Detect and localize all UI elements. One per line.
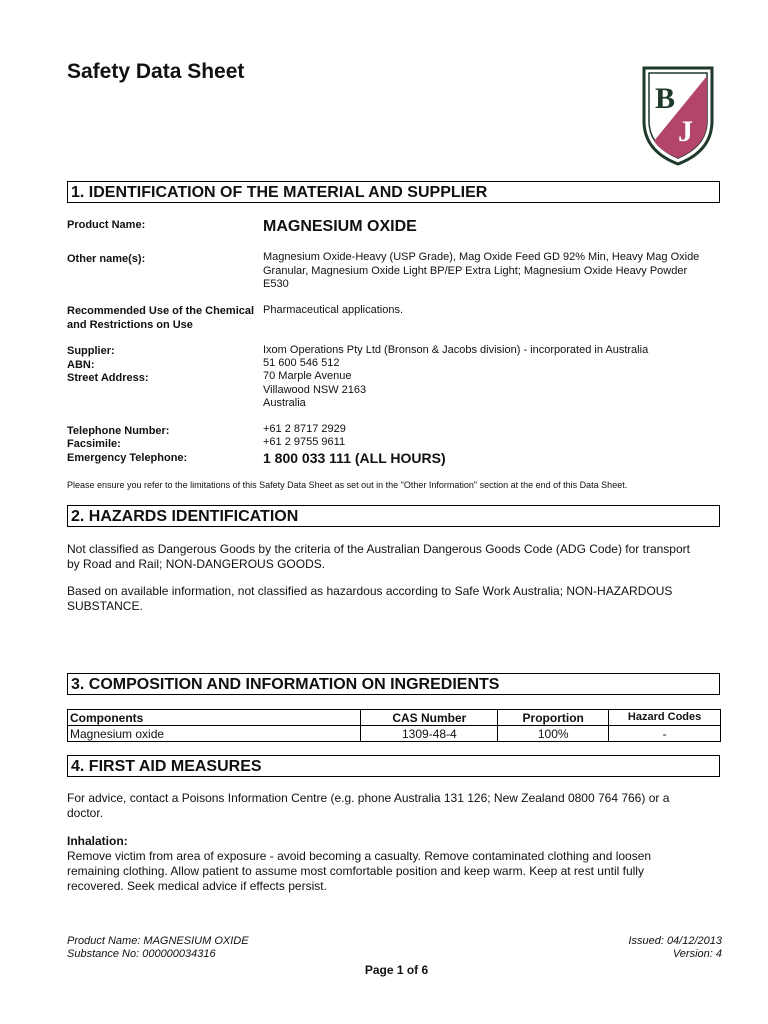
product-name-label: Product Name: [67,219,146,231]
paragraph-line: by Road and Rail; NON-DANGEROUS GOODS. [67,557,326,571]
composition-table [67,709,721,742]
address-line: 70 Marple Avenue [263,370,352,382]
other-names-label: Other name(s): [67,253,146,265]
street-address-value [263,370,723,411]
inhalation-label: Inhalation: [67,834,128,848]
footer-version: Version: 4 [672,948,722,960]
table-header-row [68,710,721,726]
abn-label: ABN: [67,359,95,371]
document-title: Safety Data Sheet [67,60,245,83]
limitations-note: Please ensure you refer to the limitations of this Safety Data Sheet as set out in the "Other Information" section at the end of this Data Sheet. [67,480,628,490]
footer-product-name: Product Name: MAGNESIUM OXIDE [67,935,249,947]
logo-letter-j: J [678,115,693,148]
section-2-heading: 2. HAZARDS IDENTIFICATION [67,505,720,527]
supplier-value: Ixom Operations Pty Ltd (Bronson & Jacobs division) - incorporated in Australia [263,344,649,356]
section-4-heading: 4. FIRST AID MEASURES [67,755,720,777]
street-address-label: Street Address: [67,372,149,384]
paragraph-line: Remove victim from area of exposure - avoid becoming a casualty. Remove contaminated clothing and loosen [67,849,652,863]
logo-letter-b: B [655,82,676,115]
table-row [68,726,721,742]
hazards-paragraph-2 [67,584,723,614]
first-aid-advice [67,791,723,821]
column-header-components: Components [68,710,361,726]
facsimile-label: Facsimile: [67,438,121,450]
company-logo [640,66,716,166]
recommended-use-label-line: and Restrictions on Use [67,319,193,331]
paragraph-line: Not classified as Dangerous Goods by the criteria of the Australian Dangerous Goods Code (ADG Code) for transport [67,542,690,556]
paragraph-line: recovered. Seek medical advice if effects persist. [67,879,327,893]
paragraph-line: SUBSTANCE. [67,599,143,613]
hazards-paragraph-1 [67,542,723,572]
recommended-use-label [67,304,254,332]
address-line: Villawood NSW 2163 [263,383,367,396]
paragraph-line: doctor. [67,806,104,820]
telephone-label: Telephone Number: [67,425,170,437]
emergency-telephone-label: Emergency Telephone: [67,452,188,464]
footer-substance-no: Substance No: 000000034316 [67,948,216,960]
section-1-heading: 1. IDENTIFICATION OF THE MATERIAL AND SUPPLIER [67,181,720,203]
other-names-line: Magnesium Oxide-Heavy (USP Grade), Mag Oxide Feed GD 92% Min, Heavy Mag Oxide [263,251,700,263]
facsimile-value: +61 2 9755 9611 [263,436,346,448]
product-name-value: MAGNESIUM OXIDE [263,218,417,235]
cell-proportion: 100% [498,726,609,742]
footer-issued: Issued: 04/12/2013 [628,935,722,947]
inhalation-text [67,849,723,894]
section-3-heading: 3. COMPOSITION AND INFORMATION ON INGREDIENTS [67,673,720,695]
recommended-use-value: Pharmaceutical applications. [263,304,404,316]
page-number: Page 1 of 6 [364,963,429,977]
emergency-telephone-value: 1 800 033 111 (ALL HOURS) [263,450,446,466]
paragraph-line: For advice, contact a Poisons Information Centre (e.g. phone Australia 131 126; New Zealand 0800 764 766) or a [67,791,670,805]
cell-cas-number: 1309-48-4 [361,726,498,742]
column-header-hazard-codes: Hazard Codes [609,710,721,726]
column-header-cas-number: CAS Number [361,710,498,726]
cell-component: Magnesium oxide [68,726,361,742]
paragraph-line: remaining clothing. Allow patient to assume most comfortable position and keep warm. Keep at rest until fully [67,864,644,878]
other-names-value [263,251,723,292]
column-header-proportion: Proportion [498,710,609,726]
paragraph-line: Based on available information, not classified as hazardous according to Safe Work Australia; NON-HAZARDOUS [67,584,673,598]
other-names-line: Granular, Magnesium Oxide Light BP/EP Extra Light; Magnesium Oxide Heavy Powder [263,264,688,277]
supplier-label: Supplier: [67,345,115,357]
recommended-use-label-line: Recommended Use of the Chemical [67,305,255,317]
address-line: Australia [263,397,306,409]
abn-value: 51 600 546 512 [263,357,340,369]
cell-hazard-codes: - [609,726,721,742]
other-names-line: E530 [263,278,289,290]
telephone-value: +61 2 8717 2929 [263,423,346,435]
